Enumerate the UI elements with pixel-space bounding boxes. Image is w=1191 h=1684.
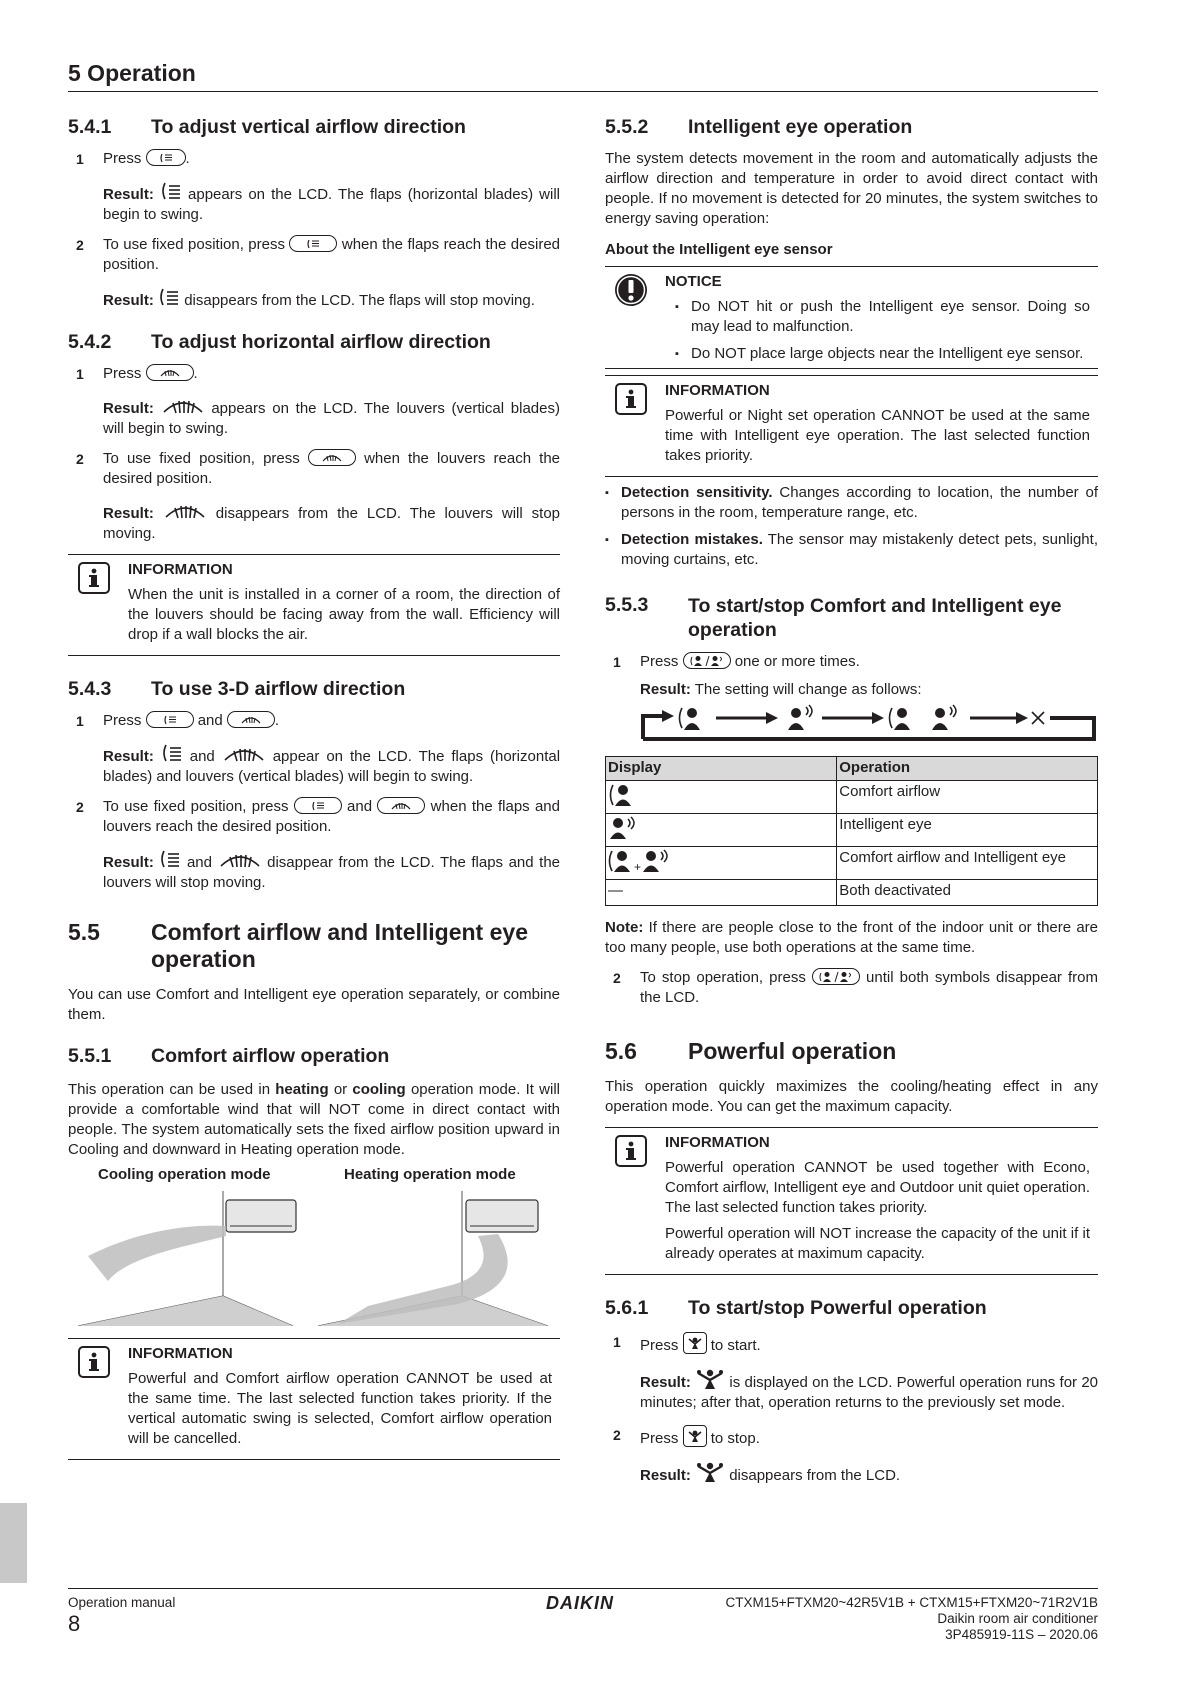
vertical-swing-icon bbox=[306, 239, 320, 249]
display-cell: — bbox=[606, 880, 837, 906]
result-1 bbox=[605, 680, 1098, 700]
swing-vertical-button bbox=[289, 235, 337, 252]
section-number: 5.4.2 bbox=[68, 331, 112, 353]
list-item bbox=[605, 483, 1098, 523]
section-5-4-2-heading bbox=[68, 331, 560, 354]
step-text: To stop operation, press bbox=[640, 969, 806, 986]
comfort-airflow-icon bbox=[608, 783, 636, 807]
manual-type: Operation manual bbox=[68, 1595, 176, 1610]
step-number: 1 bbox=[76, 151, 84, 167]
footer-model-info bbox=[725, 1595, 1098, 1643]
swing-vertical-button bbox=[294, 797, 342, 814]
step-number: 2 bbox=[613, 970, 621, 986]
step-1 bbox=[68, 364, 560, 384]
section-title: Intelligent eye operation bbox=[688, 116, 913, 138]
result-2 bbox=[68, 287, 560, 311]
result-1 bbox=[68, 743, 560, 787]
section-5-4-3-heading bbox=[68, 678, 560, 701]
horizontal-swing-icon bbox=[390, 801, 412, 811]
note-label: Note: bbox=[605, 919, 644, 936]
result-label: Result: bbox=[103, 400, 154, 417]
section-title: To use 3-D airflow direction bbox=[151, 678, 406, 700]
comfort-airflow-icon bbox=[680, 708, 701, 730]
paragraph: You can use Comfort and Intelligent eye operation separately, or combine them. bbox=[68, 986, 560, 1023]
vertical-swing-icon bbox=[163, 715, 177, 725]
intelligent-eye-icon bbox=[641, 849, 673, 873]
result-text: disappears from the LCD. The louvers will stop moving. bbox=[103, 505, 561, 542]
heating-mode-label: Heating operation mode bbox=[344, 1166, 516, 1183]
section-5-6-1-heading bbox=[605, 1297, 1098, 1320]
step-text: To use fixed position, press bbox=[103, 236, 285, 253]
information-title: INFORMATION bbox=[128, 1345, 233, 1362]
section-5-5-3-heading bbox=[605, 594, 1098, 642]
swing-horizontal-button bbox=[146, 364, 194, 381]
information-text: When the unit is installed in a corner of a room, the direction of the louvers should be facing away from the wall. Efficiency will drop if a wall blocks the air. bbox=[128, 586, 560, 643]
step-1 bbox=[605, 652, 1098, 672]
right-column bbox=[605, 110, 1098, 1486]
text: operation mode. It will provide a comfortable wind that will NOT come in direct contact with people. The system automatically sets the fixed airflow position upward in Cooling and downward in Heating operation mode. bbox=[68, 1081, 560, 1158]
operation-cell: Intelligent eye bbox=[837, 814, 1098, 847]
step-text: when the flaps reach the desired position. bbox=[103, 236, 561, 273]
step-2 bbox=[68, 449, 560, 489]
result-label: Result: bbox=[103, 292, 154, 309]
chapter-tab bbox=[0, 1503, 27, 1583]
text-bold: heating bbox=[275, 1081, 329, 1098]
section-number: 5.5 bbox=[68, 919, 100, 945]
operation-cell: Both deactivated bbox=[837, 880, 1098, 906]
step-text: To use fixed position, press bbox=[103, 798, 289, 815]
and-text: and bbox=[189, 748, 215, 765]
result-text: The setting will change as follows: bbox=[694, 681, 922, 698]
result-label: Result: bbox=[640, 681, 691, 698]
section-title: To adjust vertical airflow direction bbox=[151, 116, 466, 138]
punct: . bbox=[185, 150, 190, 167]
section-title: To start/stop Powerful operation bbox=[688, 1297, 987, 1319]
horizontal-swing-icon bbox=[321, 453, 343, 463]
display-cell bbox=[606, 847, 837, 880]
step-text: one or more times. bbox=[734, 653, 860, 670]
swing-horizontal-button bbox=[308, 449, 356, 466]
step-text: when the louvers reach the desired position. bbox=[103, 450, 561, 487]
horizontal-swing-icon bbox=[240, 715, 262, 725]
information-title: INFORMATION bbox=[665, 382, 770, 399]
comfort-intelligent-eye-button bbox=[812, 968, 860, 985]
step-text: when the flaps and louvers reach the desired position. bbox=[103, 798, 560, 835]
paragraph bbox=[68, 1080, 560, 1160]
section-number: 5.6 bbox=[605, 1038, 637, 1064]
display-cell bbox=[606, 781, 837, 814]
list-item bbox=[605, 530, 1098, 570]
step-number: 2 bbox=[76, 799, 84, 815]
result-label: Result: bbox=[103, 505, 154, 522]
paragraph: The system detects movement in the room and automatically adjusts the airflow direction and temperature in order to avoid direct contact with people. If no movement is detected for 20 minutes, the system switches to energy saving operation: bbox=[605, 150, 1098, 227]
and-text: and bbox=[197, 712, 223, 729]
airflow-figure bbox=[68, 1166, 560, 1326]
result-label: Result: bbox=[640, 1374, 691, 1391]
display-operation-table bbox=[605, 756, 1098, 906]
section-number: 5.5.1 bbox=[68, 1045, 112, 1067]
punct: . bbox=[274, 712, 280, 729]
step-text: Press bbox=[640, 1337, 679, 1354]
section-number: 5.5.2 bbox=[605, 116, 649, 138]
information-box bbox=[68, 1338, 560, 1460]
comfort-airflow-icon bbox=[890, 708, 911, 730]
vertical-swing-icon bbox=[158, 287, 180, 307]
left-column bbox=[68, 110, 560, 1460]
table-row bbox=[606, 781, 1098, 814]
text-bold: Detection mistakes. bbox=[621, 531, 763, 548]
and-text: and bbox=[186, 854, 212, 871]
detection-list bbox=[605, 483, 1098, 570]
step-1 bbox=[68, 149, 560, 169]
step-number: 1 bbox=[613, 1334, 621, 1350]
page-number: 8 bbox=[68, 1611, 81, 1636]
vertical-swing-icon bbox=[160, 181, 182, 201]
section-number: 5.6.1 bbox=[605, 1297, 649, 1319]
step-text: Press bbox=[103, 365, 142, 382]
information-box bbox=[605, 375, 1098, 477]
information-text: Powerful operation CANNOT be used together with Econo, Comfort airflow, Intelligent eye and Outdoor unit quiet operation. The last selected function takes priority. bbox=[665, 1159, 1090, 1216]
information-title: INFORMATION bbox=[128, 561, 233, 578]
notice-box bbox=[605, 266, 1098, 369]
intelligent-eye-icon bbox=[788, 705, 812, 730]
subheading: About the Intelligent eye sensor bbox=[605, 241, 833, 258]
note bbox=[605, 918, 1098, 958]
step-text: Press bbox=[103, 712, 142, 729]
step-number: 2 bbox=[613, 1427, 621, 1443]
section-title: To adjust horizontal airflow direction bbox=[151, 331, 491, 353]
notice-item: ▪ Do NOT hit or push the Intelligent eye sensor. Doing so may lead to malfunction. bbox=[675, 297, 1090, 337]
information-box bbox=[605, 1127, 1098, 1275]
intelligent-eye-icon bbox=[608, 816, 640, 840]
off-icon bbox=[1032, 712, 1044, 724]
notice-title: NOTICE bbox=[665, 273, 722, 290]
comfort-eye-icon bbox=[688, 655, 726, 667]
notice-list bbox=[665, 297, 1090, 364]
result-label: Result: bbox=[103, 186, 154, 203]
step-number: 1 bbox=[76, 366, 84, 382]
information-title: INFORMATION bbox=[665, 1134, 770, 1151]
step-2 bbox=[68, 235, 560, 275]
step-number: 2 bbox=[76, 237, 84, 253]
step-text: Press bbox=[103, 150, 142, 167]
step-number: 2 bbox=[76, 451, 84, 467]
horizontal-swing-icon bbox=[159, 368, 181, 378]
column-header: Display bbox=[606, 757, 837, 781]
step-text: to start. bbox=[710, 1337, 761, 1354]
section-title: To start/stop Comfort and Intelligent eye operation bbox=[688, 595, 1062, 641]
column-header: Operation bbox=[837, 757, 1098, 781]
result-1 bbox=[68, 396, 560, 439]
result-text: disappears from the LCD. bbox=[729, 1467, 901, 1484]
result-1 bbox=[68, 181, 560, 225]
information-icon bbox=[615, 1135, 647, 1167]
table-row bbox=[606, 814, 1098, 847]
section-5-5-2-heading bbox=[605, 116, 1098, 139]
text: The sensor may mistakenly detect pets, sunlight, moving curtains, etc. bbox=[621, 531, 1098, 568]
comfort-intelligent-eye-button bbox=[683, 652, 731, 669]
step-2 bbox=[605, 1425, 1098, 1449]
result-text: disappears from the LCD. The flaps will stop moving. bbox=[184, 292, 535, 309]
text: This operation can be used in bbox=[68, 1081, 271, 1098]
horizontal-swing-icon bbox=[161, 396, 205, 416]
information-text: Powerful operation will NOT increase the capacity of the unit if it already operates at maximum capacity. bbox=[665, 1225, 1090, 1262]
vertical-swing-icon bbox=[311, 801, 325, 811]
step-2 bbox=[68, 797, 560, 837]
powerful-icon bbox=[687, 1429, 703, 1443]
intelligent-eye-icon bbox=[932, 705, 956, 730]
section-number: 5.4.1 bbox=[68, 116, 112, 138]
step-text: to stop. bbox=[710, 1430, 760, 1447]
step-number: 1 bbox=[76, 713, 84, 729]
section-5-5-1-heading bbox=[68, 1045, 560, 1068]
table-header-row bbox=[606, 757, 1098, 781]
section-title: Comfort airflow and Intelligent eye operation bbox=[151, 919, 528, 972]
section-5-5-heading bbox=[68, 919, 560, 973]
section-5-4-1-heading bbox=[68, 116, 560, 139]
swing-horizontal-button bbox=[377, 797, 425, 814]
text-bold: Detection sensitivity. bbox=[621, 484, 773, 501]
information-box bbox=[68, 554, 560, 656]
model-numbers: CTXM15+FTXM20~42R5V1B + CTXM15+FTXM20~71R2V1B bbox=[725, 1595, 1098, 1610]
step-text: To use fixed position, press bbox=[103, 450, 300, 467]
step-2 bbox=[605, 968, 1098, 1008]
paragraph: This operation quickly maximizes the cooling/heating effect in any operation mode. You can get the maximum capacity. bbox=[605, 1078, 1098, 1115]
plus-sign: + bbox=[634, 860, 642, 874]
result-label: Result: bbox=[640, 1467, 691, 1484]
page-footer bbox=[68, 1588, 1098, 1642]
result-label: Result: bbox=[103, 854, 154, 871]
horizontal-swing-icon bbox=[218, 850, 262, 870]
information-text: Powerful or Night set operation CANNOT be used at the same time with Intelligent eye operation. The last selected function takes priority. bbox=[665, 407, 1090, 464]
result-2 bbox=[68, 501, 560, 544]
result-2 bbox=[605, 1461, 1098, 1486]
operation-cell: Comfort airflow bbox=[837, 781, 1098, 814]
document-code: 3P485919-11S – 2020.06 bbox=[945, 1627, 1098, 1642]
note-text: If there are people close to the front of the indoor unit or there are too many people, use both operations at the same time. bbox=[605, 919, 1099, 956]
result-text: appear on the LCD. The flaps (horizontal blades) and louvers (vertical blades) will begin to swing. bbox=[103, 748, 561, 785]
step-1 bbox=[68, 711, 560, 731]
comfort-eye-icon bbox=[817, 971, 855, 983]
vertical-swing-icon bbox=[159, 153, 173, 163]
step-number: 1 bbox=[613, 654, 621, 670]
cooling-mode-label: Cooling operation mode bbox=[98, 1166, 271, 1183]
vertical-swing-icon bbox=[161, 743, 183, 763]
comfort-airflow-icon bbox=[608, 849, 634, 873]
table-row bbox=[606, 847, 1098, 880]
powerful-button bbox=[683, 1332, 707, 1354]
step-text: Press bbox=[640, 1430, 679, 1447]
vertical-swing-icon bbox=[159, 849, 181, 869]
horizontal-swing-icon bbox=[222, 744, 266, 764]
text-bold: cooling bbox=[352, 1081, 406, 1098]
step-text: until both symbols disappear from the LCD. bbox=[640, 969, 1099, 1006]
result-1 bbox=[605, 1368, 1098, 1413]
powerful-button bbox=[683, 1425, 707, 1447]
display-cell bbox=[606, 814, 837, 847]
page-header bbox=[68, 60, 1098, 92]
powerful-icon bbox=[687, 1336, 703, 1350]
result-label: Result: bbox=[103, 748, 154, 765]
notice-icon bbox=[613, 272, 649, 308]
section-title: Powerful operation bbox=[688, 1038, 897, 1064]
section-number: 5.5.3 bbox=[605, 594, 649, 616]
product-name: Daikin room air conditioner bbox=[937, 1611, 1098, 1626]
brand-logo: DAIKIN bbox=[546, 1593, 614, 1613]
information-icon bbox=[78, 562, 110, 594]
information-icon bbox=[615, 383, 647, 415]
result-text: is displayed on the LCD. Powerful operation runs for 20 minutes; after that, operation returns to the previously set mode. bbox=[640, 1374, 1099, 1411]
airflow-illustration bbox=[68, 1186, 560, 1326]
table-row bbox=[606, 880, 1098, 906]
section-title: Comfort airflow operation bbox=[151, 1045, 390, 1067]
result-text: appears on the LCD. The louvers (vertical blades) will begin to swing. bbox=[103, 400, 560, 437]
text: Changes according to location, the number of persons in the room, temperature range, etc. bbox=[621, 484, 1099, 521]
page-title: 5 Operation bbox=[68, 60, 196, 86]
operation-cell: Comfort airflow and Intelligent eye bbox=[837, 847, 1098, 880]
result-text: appears on the LCD. The flaps (horizontal blades) will begin to swing. bbox=[103, 186, 560, 223]
powerful-icon bbox=[695, 1461, 725, 1483]
swing-vertical-button bbox=[146, 149, 186, 166]
notice-item: ▪ Do NOT place large objects near the Intelligent eye sensor. bbox=[675, 344, 1090, 364]
result-text: disappear from the LCD. The flaps and the louvers will stop moving. bbox=[103, 854, 561, 891]
section-number: 5.4.3 bbox=[68, 678, 112, 700]
powerful-icon bbox=[695, 1368, 725, 1390]
swing-vertical-button bbox=[146, 711, 194, 728]
swing-horizontal-button bbox=[227, 711, 275, 728]
horizontal-swing-icon bbox=[163, 501, 207, 521]
section-5-6-heading bbox=[605, 1038, 1098, 1065]
result-2 bbox=[68, 849, 560, 893]
step-1 bbox=[605, 1332, 1098, 1356]
and-text: and bbox=[347, 798, 373, 815]
text: or bbox=[333, 1081, 348, 1098]
information-text: Powerful and Comfort airflow operation CANNOT be used at the same time. The last selected function takes priority. If the vertical automatic swing is selected, Comfort airflow operation will be cancelled. bbox=[128, 1370, 552, 1447]
step-text: Press bbox=[640, 653, 679, 670]
punct: . bbox=[193, 365, 198, 382]
mode-cycle-diagram bbox=[640, 704, 1098, 744]
information-icon bbox=[78, 1346, 110, 1378]
